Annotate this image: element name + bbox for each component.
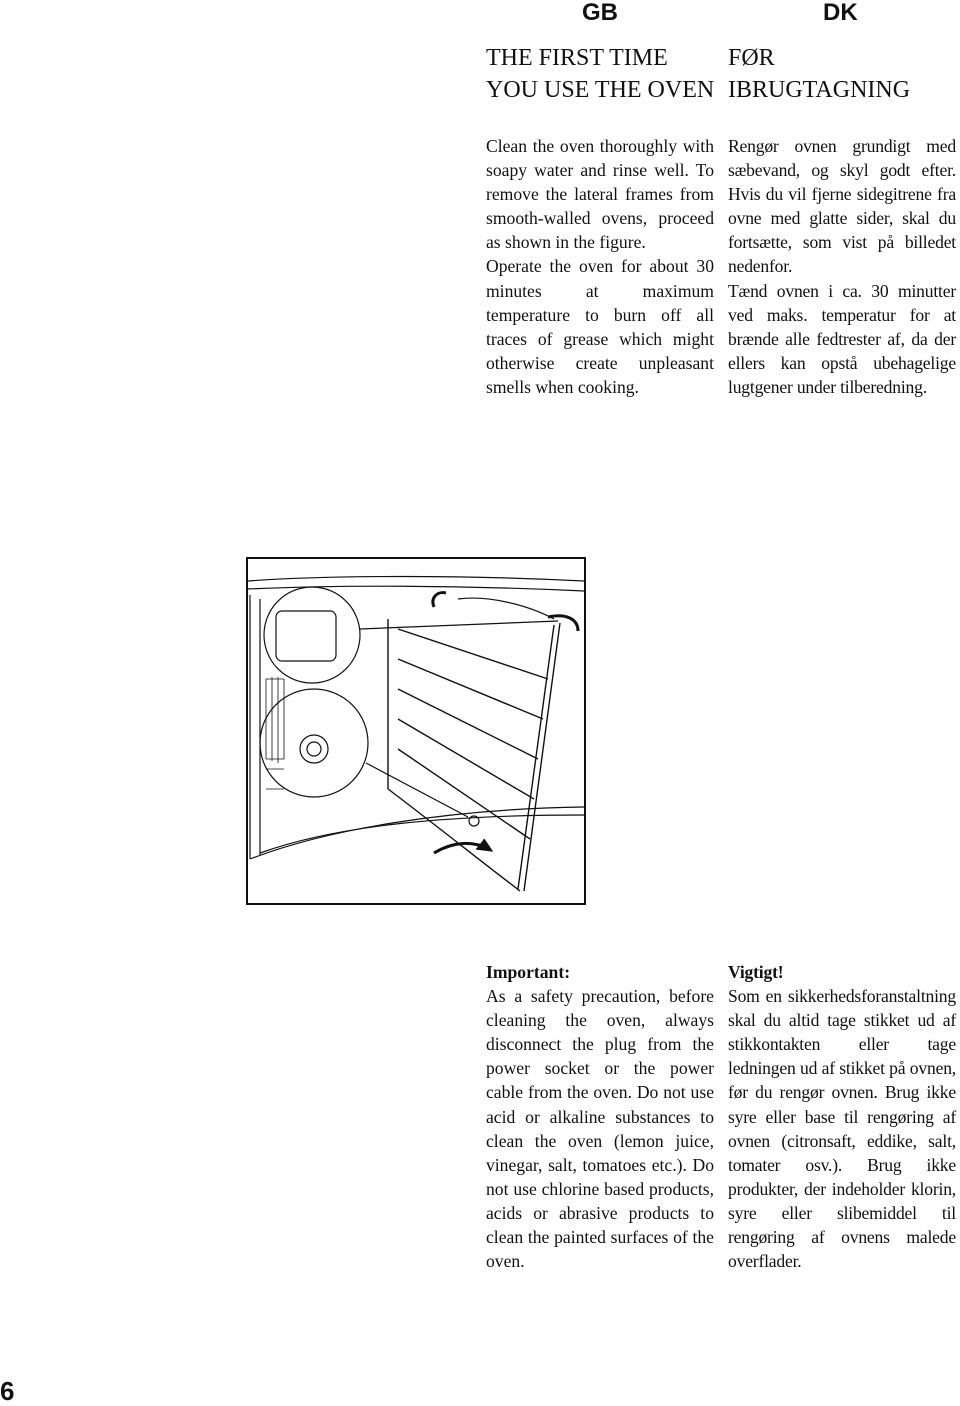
language-label-dk: DK	[823, 0, 858, 26]
gb-heading	[486, 42, 726, 106]
dk-important-section	[728, 960, 956, 1273]
dk-important-label: Vigtigt!	[728, 962, 784, 982]
dk-heading-line-2: IBRUGTAGNING	[728, 77, 911, 103]
gb-important-text: As a safety precaution, before cleaning the oven, always disconnect the plug from the power socket or the power cable from the oven. Do not use acid or alkaline substances to clean the oven (lemon juice, vinegar, salt, tomatoes etc.). Do not use chlorine based products, acids or abrasive products to clean the painted surfaces of the oven.	[486, 986, 714, 1272]
gb-burn-off-paragraph: Operate the oven for about 30 minutes at maximum temperature to burn off all traces of grease which might otherwise create unpleasant smells when cooking.	[486, 256, 714, 397]
page-number: 6	[0, 1376, 15, 1406]
oven-side-frame-illustration	[248, 559, 584, 903]
gb-intro-paragraph: Clean the oven thoroughly with soapy water and rinse well. To remove the lateral frames from smooth-walled ovens, proceed as shown in the figure.	[486, 136, 714, 253]
dk-intro-paragraph: Rengør ovnen grundigt med sæbevand, og skyl godt efter. Hvis du vil fjerne sidegitrene fra ovne med glatte sider, skal du fortsætte, som vist på billedet nedenfor.	[728, 136, 956, 277]
gb-heading-line-2: YOU USE THE OVEN	[486, 77, 715, 103]
language-label-gb: GB	[582, 0, 618, 26]
gb-first-use-text	[486, 134, 714, 399]
gb-important-label: Important:	[486, 962, 571, 982]
gb-heading-line-1: THE FIRST TIME	[486, 45, 668, 71]
dk-burn-off-paragraph: Tænd ovnen i ca. 30 minutter ved maks. temperatur for at brænde alle fedtrester af, da der ellers kan opstå ubehagelige lugtgener under tilberedning.	[728, 280, 956, 397]
dk-heading-line-1: FØR	[728, 45, 775, 71]
dk-first-use-text	[728, 134, 956, 399]
dk-heading	[728, 42, 960, 106]
gb-important-section	[486, 960, 714, 1273]
dk-important-text: Som en sikkerhedsforanstaltning skal du altid tage stikket ud af stikkontakten eller tage ledningen ud af stikket på ovnen, før du rengør ovnen. Brug ikke syre eller base til rengøring af ovnen (citronsaft, eddike, salt, tomater osv.). Brug ikke produkter, der indeholder klorin, syre eller slibemiddel til rengøring af ovnens malede overflader.	[728, 986, 956, 1272]
oven-side-frame-figure	[246, 557, 586, 905]
